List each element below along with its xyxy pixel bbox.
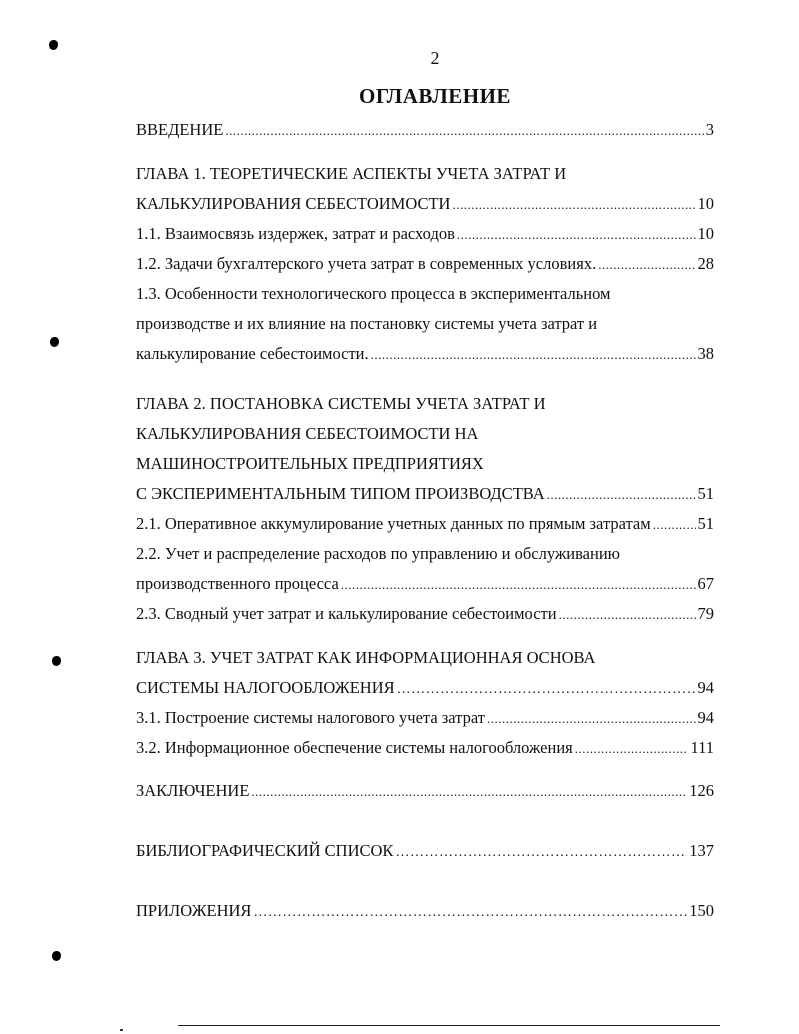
toc-entry-page: 3	[705, 120, 714, 139]
margin-bullet-2	[50, 337, 59, 347]
margin-bullet-3	[52, 656, 61, 666]
toc-entry-page: 10	[697, 224, 714, 243]
toc-entry-label: 1.1. Взаимосвязь издержек, затрат и расходов	[136, 224, 455, 243]
chapter2-heading-line1: ГЛАВА 2. ПОСТАНОВКА СИСТЕМЫ УЧЕТА ЗАТРАТ И	[136, 394, 546, 413]
toc-entry-appendices	[136, 900, 714, 924]
toc-entry-label: 3.2. Информационное обеспечение системы налогообложения	[136, 738, 573, 757]
toc-entry-page: 38	[697, 344, 714, 363]
toc-entry-section-3-1	[136, 707, 714, 730]
toc-entry-label: 2.1. Оперативное аккумулирование учетных данных по прямым затратам	[136, 514, 651, 533]
toc-entry-page: 150	[689, 901, 714, 920]
toc-entry-page: 67	[697, 574, 714, 593]
toc-entry-section-1-3	[136, 343, 714, 366]
toc-entry-page: 10	[697, 194, 714, 213]
toc-entry-label: БИБЛИОГРАФИЧЕСКИЙ СПИСОК	[136, 841, 394, 860]
page-title: ОГЛАВЛЕНИЕ	[359, 84, 511, 108]
toc-entry-label: КАЛЬКУЛИРОВАНИЯ СЕБЕСТОИМОСТИ	[136, 194, 451, 213]
toc-entry-label: ВВЕДЕНИЕ	[136, 120, 224, 139]
section-1-3-line2: производстве и их влияние на постановку системы учета затрат и	[136, 314, 598, 333]
toc-entry-section-2-2	[136, 573, 714, 596]
leader-dots	[457, 224, 696, 246]
toc-entry-page: 51	[697, 484, 714, 503]
toc-entry-chapter3	[136, 677, 714, 701]
leader-dots	[653, 514, 696, 536]
toc-entry-page: 111	[690, 738, 714, 757]
toc-entry-bibliography	[136, 840, 714, 864]
toc-entry-section-3-2	[136, 737, 714, 760]
leader-dots	[395, 841, 687, 864]
leader-dots	[547, 484, 696, 506]
toc-entry-label: производственного процесса	[136, 574, 339, 593]
toc-entry-label: 1.2. Задачи бухгалтерского учета затрат в современных условиях.	[136, 254, 597, 273]
toc-entry-label: С ЭКСПЕРИМЕНТАЛЬНЫМ ТИПОМ ПРОИЗВОДСТВА	[136, 484, 545, 503]
toc-entry-section-1-2	[136, 253, 714, 276]
chapter2-heading-line3: МАШИНОСТРОИТЕЛЬНЫХ ПРЕДПРИЯТИЯХ	[136, 454, 484, 473]
toc-entry-page: 28	[697, 254, 714, 273]
toc-entry-page: 137	[689, 841, 714, 860]
leader-dots	[575, 738, 689, 760]
leader-dots	[487, 708, 696, 730]
leader-dots	[341, 574, 696, 596]
toc-entry-page: 94	[697, 678, 714, 697]
leader-dots	[371, 344, 696, 366]
leader-dots	[452, 194, 695, 216]
leader-dots	[251, 781, 687, 803]
chapter3-heading-line1: ГЛАВА 3. УЧЕТ ЗАТРАТ КАК ИНФОРМАЦИОННАЯ ОСНОВА	[136, 648, 596, 667]
leader-dots	[225, 120, 703, 142]
toc-entry-label: калькулирование себестоимости.	[136, 344, 369, 363]
toc-entry-section-2-3	[136, 603, 714, 626]
section-1-3-line1: 1.3. Особенности технологического процесса в экспериментальном	[136, 284, 611, 303]
margin-bullet-4	[52, 951, 61, 961]
chapter2-heading-line2: КАЛЬКУЛИРОВАНИЯ СЕБЕСТОИМОСТИ НА	[136, 424, 479, 443]
toc-entry-page: 51	[697, 514, 714, 533]
toc-entry-chapter1	[136, 193, 714, 216]
toc-entry-section-2-1	[136, 513, 714, 536]
leader-dots	[253, 901, 687, 924]
toc-entry-label: ПРИЛОЖЕНИЯ	[136, 901, 252, 920]
toc-entry-page: 126	[689, 781, 714, 800]
bottom-rule	[178, 1025, 720, 1026]
toc-entry-conclusion	[136, 780, 714, 803]
toc-entry-label: 3.1. Построение системы налогового учета затрат	[136, 708, 485, 727]
leader-dots	[559, 604, 696, 626]
page-number: 2	[430, 48, 440, 68]
leader-dots	[598, 254, 695, 276]
toc-entry-label: 2.3. Сводный учет затрат и калькулирование себестоимости	[136, 604, 557, 623]
toc-entry-intro	[136, 119, 714, 142]
toc-entry-label: СИСТЕМЫ НАЛОГООБЛОЖЕНИЯ	[136, 678, 395, 697]
leader-dots	[397, 678, 696, 701]
toc-entry-page: 79	[697, 604, 714, 623]
scan-artifact	[120, 1029, 123, 1031]
section-2-2-line1: 2.2. Учет и распределение расходов по управлению и обслуживанию	[136, 544, 620, 563]
toc-entry-section-1-1	[136, 223, 714, 246]
toc-entry-chapter2	[136, 483, 714, 506]
chapter1-heading-line1: ГЛАВА 1. ТЕОРЕТИЧЕСКИЕ АСПЕКТЫ УЧЕТА ЗАТРАТ И	[136, 164, 567, 183]
toc-entry-page: 94	[697, 708, 714, 727]
toc-entry-label: ЗАКЛЮЧЕНИЕ	[136, 781, 250, 800]
